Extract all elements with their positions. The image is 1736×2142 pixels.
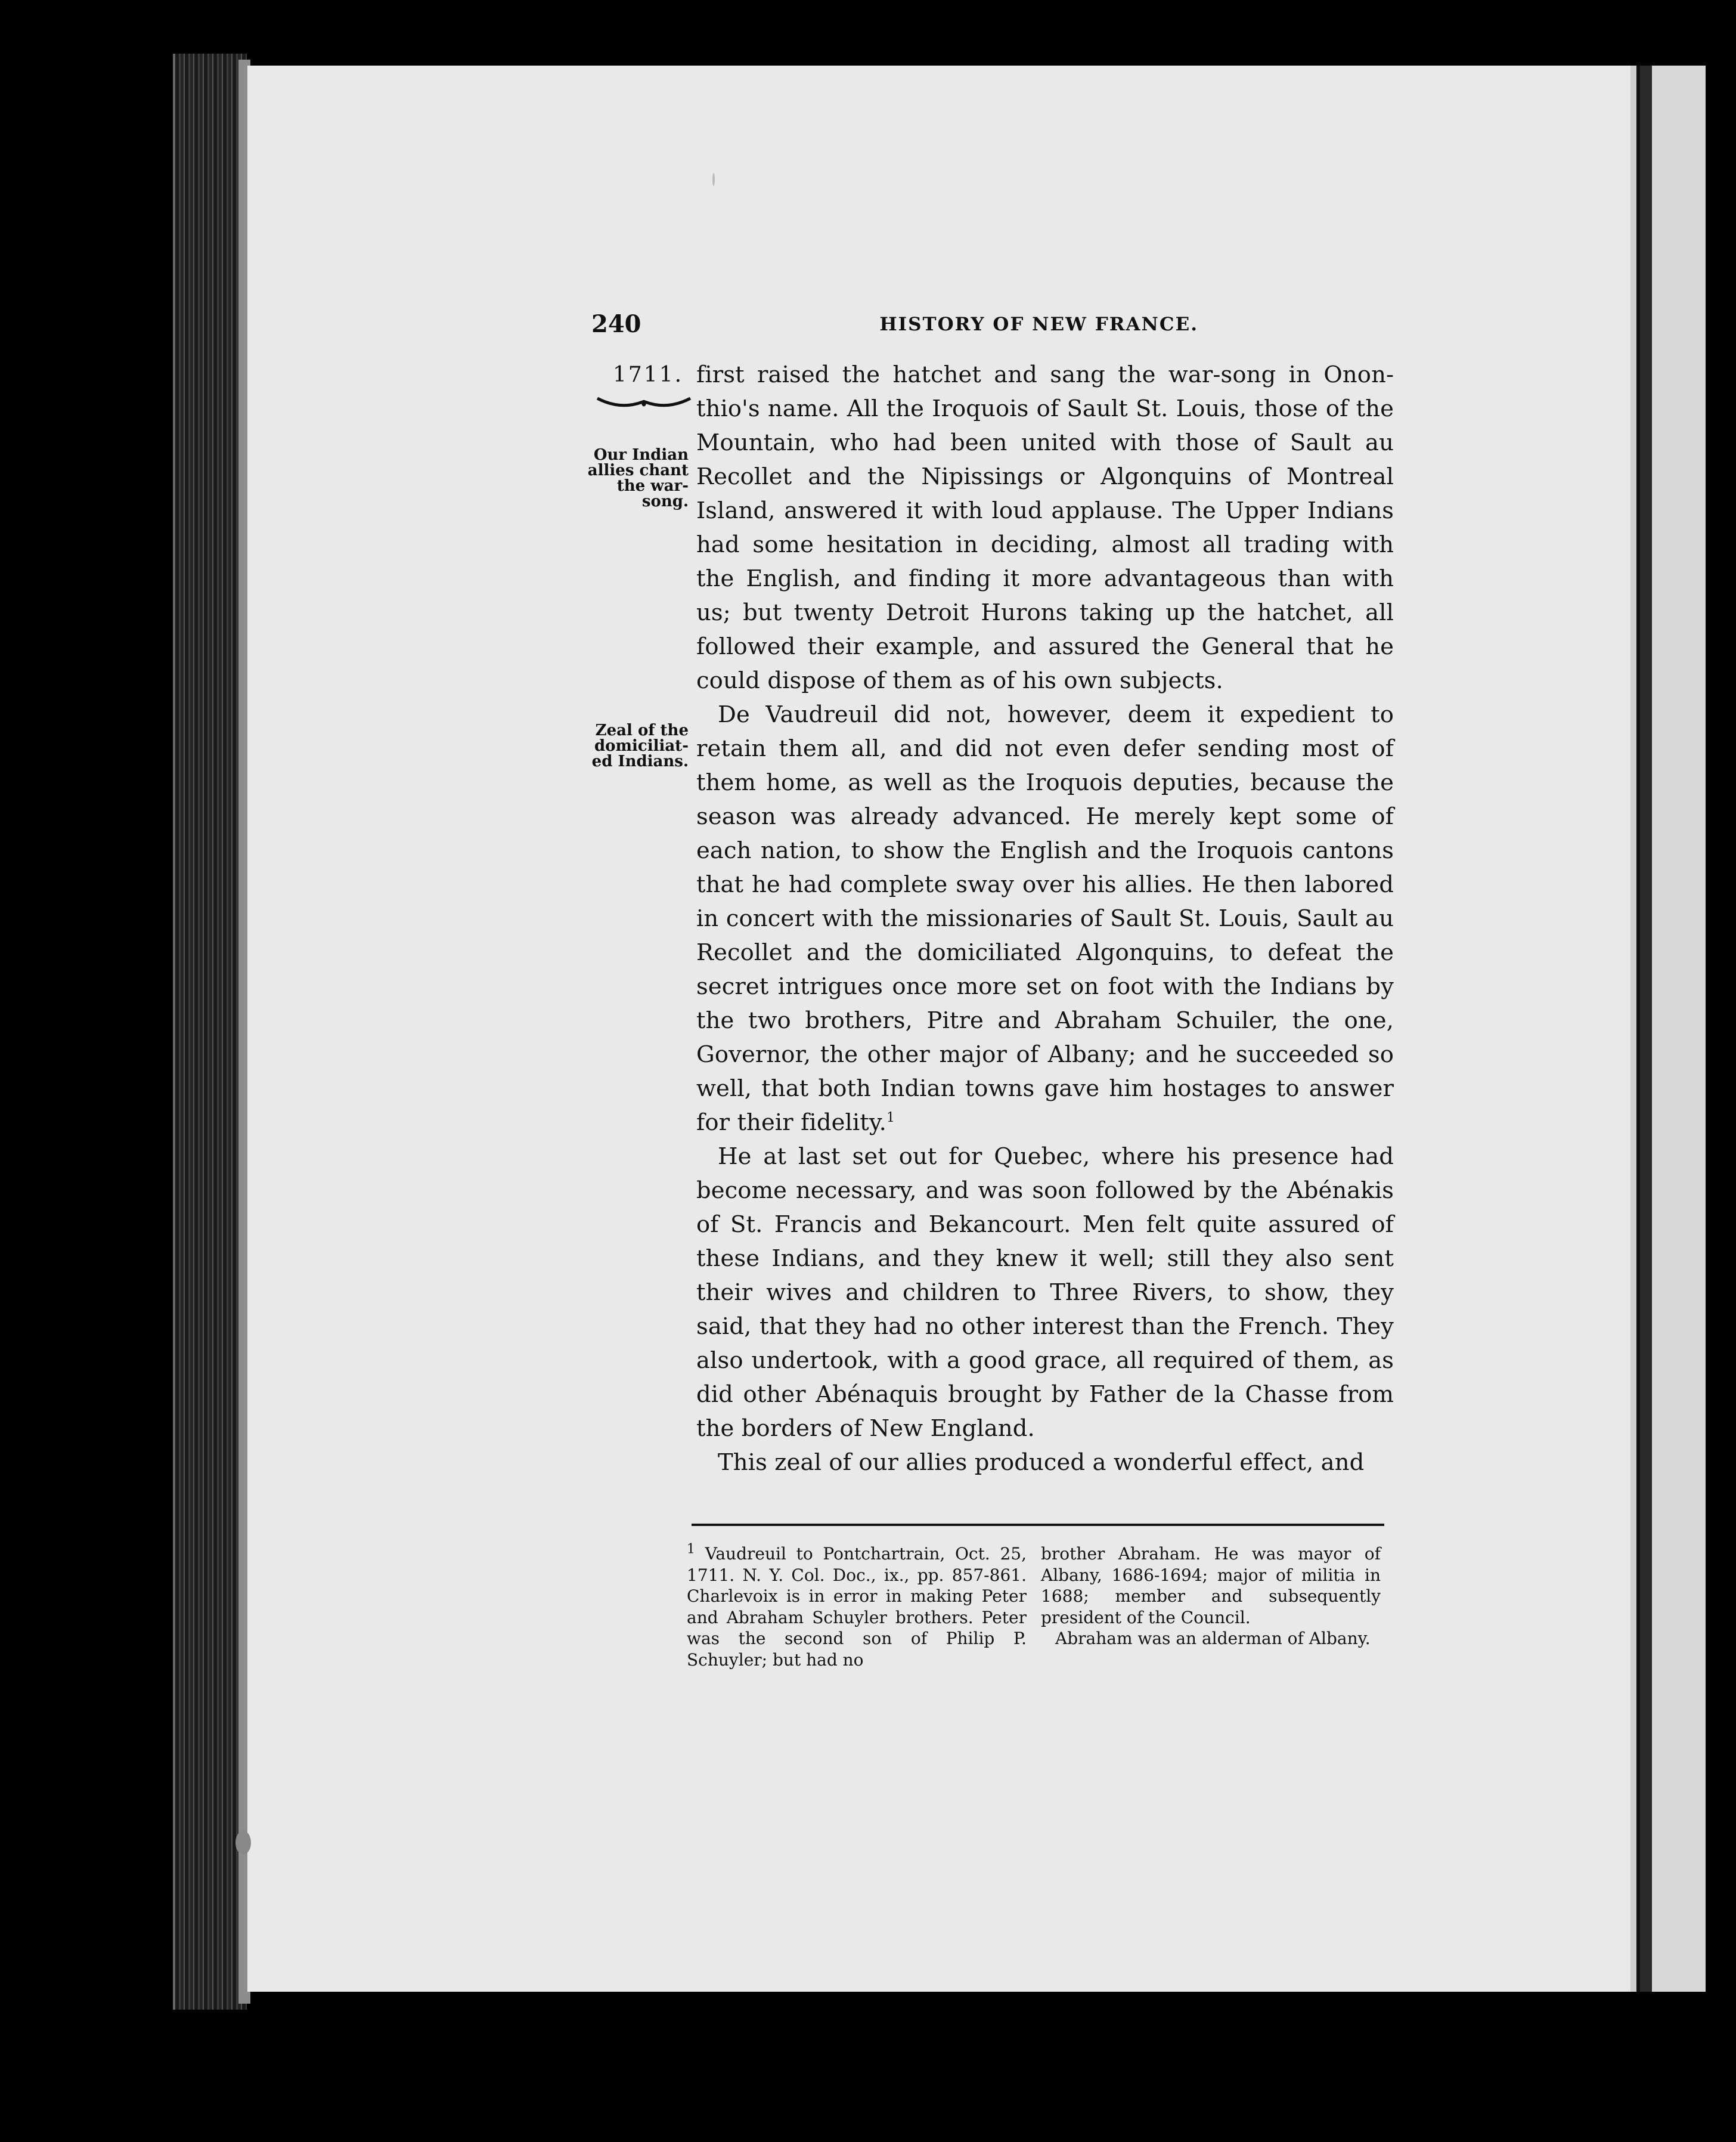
- sidenote-zeal: [581, 723, 689, 769]
- book-spine: [173, 54, 247, 2010]
- margin-year: 1711.: [613, 363, 684, 387]
- page-number: 240: [591, 310, 641, 338]
- footnote-text: Vaudreuil to Pontchartrain, Oct. 25, 1711. N. Y. Col. Doc., ix., pp. 857-861. Charlevoix is in error in making Peter and Abraham Schuyler brothers. Peter was the second son of Philip P. Schuyler; but had no: [687, 1544, 1027, 1670]
- facing-page-edge: [1636, 66, 1706, 1992]
- paragraph: This zeal of our allies produced a wonderful effect, and: [718, 1449, 1365, 1476]
- sidenote-war-song: [581, 447, 689, 509]
- paragraph: [696, 698, 1394, 1140]
- footnote-text: Abraham was an alderman of Albany.: [1055, 1629, 1371, 1648]
- main-text: [696, 358, 1394, 1479]
- sidenote-line: ed Indians.: [591, 753, 689, 770]
- footnote: [687, 1543, 1027, 1670]
- paragraph: first raised the hatchet and sang the war-song in Ononthio's name. All the Iroquois of Sault St. Louis, those of the Mountain, who had been united with those of Sault au Recollet and the Nipissings or Algonquins of Montreal Island, answered it with loud applause. The Upper Indians had some hesitation in deciding, almost all trading with the English, and finding it more advantageous than with us; but twenty Detroit Hurons taking up the hatchet, all followed their example, and assured the General that he could dispose of them as of his own subjects.: [696, 361, 1394, 694]
- running-head: [591, 310, 1198, 346]
- paragraph: He at last set out for Quebec, where his presence had become necessary, and was soon followed by the Abénakis of St. Francis and Bekancourt. Men felt quite assured of these Indians, and they knew it well; still they also sent their wives and children to Three Rivers, to show, they said, that they had no other interest than the French. They also undertook, with a good grace, all required of them, as did other Abénaquis brought by Father de la Chasse from the borders of New England.: [696, 1143, 1394, 1442]
- margin-brace-icon: [596, 394, 692, 411]
- paragraph-text: De Vaudreuil did not, however, deem it expedient to retain them all, and did not even defer sending most of them home, as well as the Iroquois deputies, because the season was already advanced. He merely kept some of each nation, to show the English and the Iroquois cantons that he had complete sway over his allies. He then labored in concert with the missionaries of Sault St. Louis, Sault au Recollet and the domiciliated Algonquins, to defeat the secret intrigues once more set on foot with the Indians by the two brothers, Pitre and Abraham Schuiler, the one, Governor, the other major of Albany; and he succeeded so well, that both Indian towns gave him hostages to answer for their fidelity.: [696, 701, 1394, 1136]
- page-speck: [712, 173, 715, 186]
- footnote-ref: 1: [886, 1110, 895, 1126]
- sidenote-line: the war-: [616, 477, 689, 495]
- sidenote-line: allies chant: [587, 462, 689, 479]
- sidenote-line: Our Indian: [593, 446, 689, 464]
- footnote-column-right: [1041, 1543, 1381, 1649]
- footnote-marker: 1: [687, 1542, 695, 1557]
- sidenote-line: song.: [641, 493, 689, 510]
- sidenote-line: domiciliat-: [594, 737, 689, 755]
- footnote-rule: [692, 1524, 1384, 1526]
- running-title: HISTORY OF NEW FRANCE.: [879, 314, 1198, 335]
- sidenote-line: Zeal of the: [595, 722, 689, 739]
- footnote-column-left: [687, 1543, 1027, 1670]
- footnote-text: brother Abraham. He was mayor of Albany, 1686-1694; major of militia in 1688; member and subsequently president of the Council.: [1041, 1544, 1381, 1627]
- page-speck: [235, 1831, 251, 1855]
